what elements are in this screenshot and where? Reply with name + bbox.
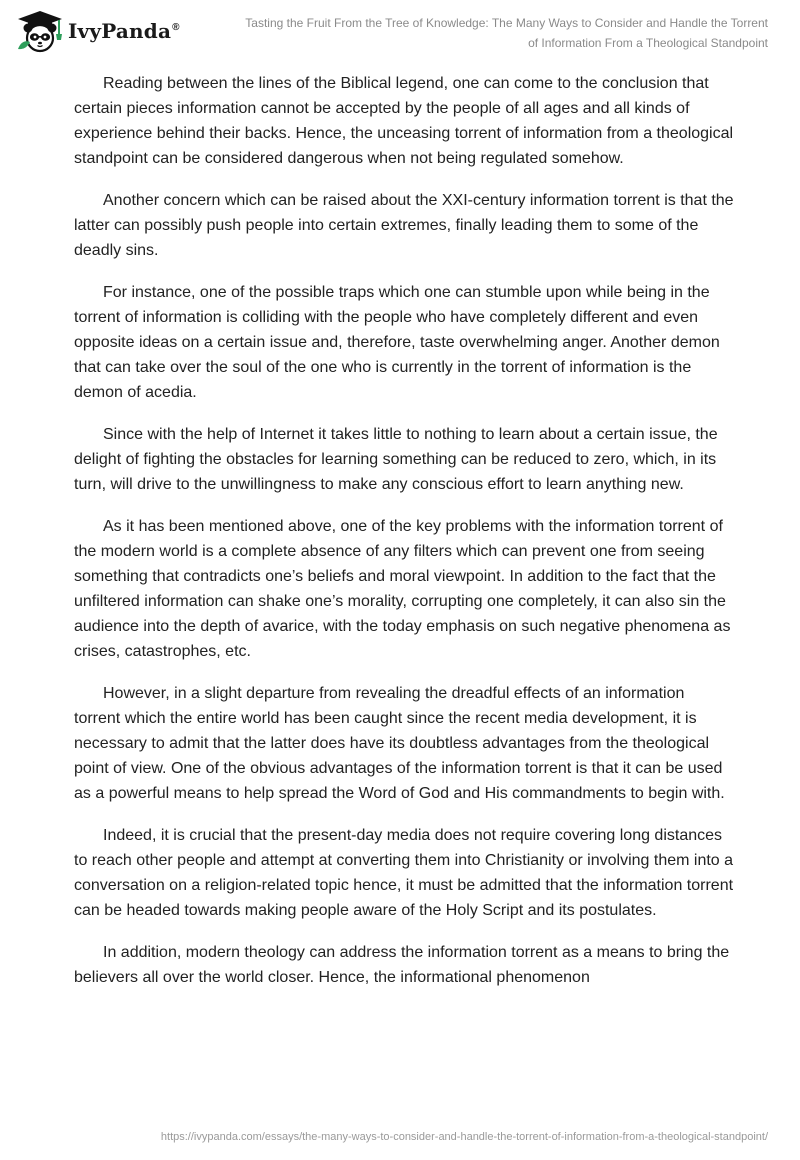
paragraph: However, in a slight departure from revealing the dreadful effects of an information torrent which the entire world has been caught since the recent media development, it is necessary to admit that the latter does have its doubtless advantages from the theological point of view. One of the obvious advantages of the information torrent is that it can be used as a powerful means to help spread the Word of God and His commandments to begin with. <box>74 685 725 802</box>
essay-body <box>74 71 734 1007</box>
document-title <box>208 13 768 53</box>
document-title-line-2: of Information From a Theological Standpoint <box>528 36 768 50</box>
paragraph: For instance, one of the possible traps which one can stumble upon while being in the torrent of information is colliding with the people who have completely different and even opposite ideas on a certain issue and, therefore, taste overwhelming anger. Another demon that can take over the soul of the one who is currently in the torrent of information is the demon of acedia. <box>74 284 720 401</box>
paragraph: In addition, modern theology can address the information torrent as a means to bring the believers all over the world closer. Hence, the informational phenomenon <box>74 944 730 986</box>
brand-name: IvyPanda® <box>68 19 180 43</box>
registered-mark: ® <box>172 22 180 34</box>
paragraph: Another concern which can be raised about the XXI-century information torrent is that the latter can possibly push people into certain extremes, finally leading them to some of the deadly sins. <box>74 192 734 259</box>
page-header <box>0 0 800 64</box>
paragraph: Since with the help of Internet it takes little to nothing to learn about a certain issue, the delight of fighting the obstacles for learning something can be reduced to zero, which, in its turn, will drive to the unwillingness to make any conscious effort to learn anything new. <box>74 426 718 493</box>
source-url-link[interactable]: https://ivypanda.com/essays/the-many-ways-to-consider-and-handle-the-torrent-of-information-from-a-theological-standpoint/ <box>160 1131 768 1143</box>
ivypanda-logo[interactable] <box>14 9 180 53</box>
document-title-line-1: Tasting the Fruit From the Tree of Knowledge: The Many Ways to Consider and Handle the Torrent <box>245 16 768 30</box>
paragraph: Indeed, it is crucial that the present-day media does not require covering long distances to reach other people and attempt at converting them into Christianity or involving them into a conversation on a religion-related topic hence, it must be admitted that the information torrent can be headed towards making people aware of the Holy Script and its postulates. <box>74 827 734 919</box>
paragraph: As it has been mentioned above, one of the key problems with the information torrent of the modern world is a complete absence of any filters which can prevent one from seeing something that contradicts one’s beliefs and moral viewpoint. In addition to the fact that the unfiltered information can shake one’s morality, corrupting one completely, it can also sin the audience into the depth of avarice, with the today emphasis on such negative phenomena as crises, catastrophes, etc. <box>74 518 731 660</box>
panda-graduate-icon <box>14 9 66 53</box>
paragraph: Reading between the lines of the Biblical legend, one can come to the conclusion that certain pieces information cannot be accepted by the people of all ages and all kinds of experience behind their backs. Hence, the unceasing torrent of information from a theological standpoint can be considered dangerous when not being regulated somehow. <box>74 75 734 167</box>
